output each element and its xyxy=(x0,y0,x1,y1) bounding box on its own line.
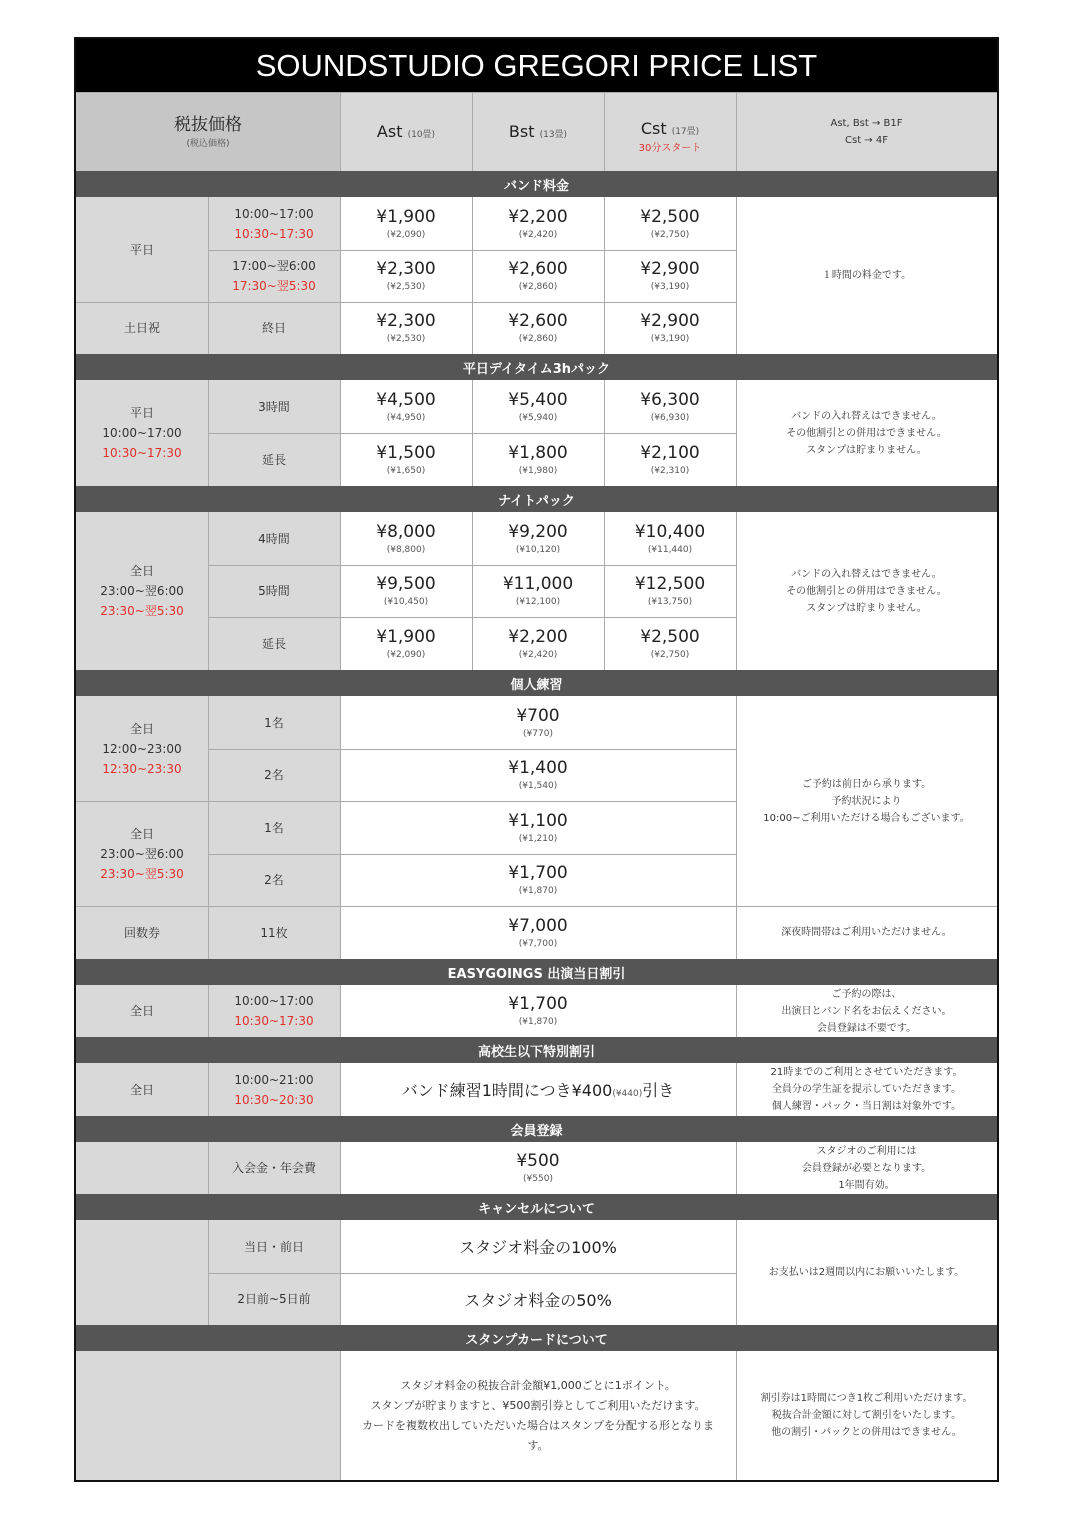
note-line: スタジオのご利用には xyxy=(816,1145,917,1157)
price: ¥1,900 xyxy=(376,626,436,647)
price-cell xyxy=(604,302,736,354)
note-line: バンドの入れ替えはできません。 xyxy=(791,410,942,422)
easy-time xyxy=(208,985,340,1037)
note-line: 全員分の学生証を提示していただきます。 xyxy=(771,1084,962,1095)
price: ¥9,200 xyxy=(508,521,568,542)
price-tax: (¥2,420) xyxy=(518,649,558,660)
price-cell xyxy=(472,617,604,670)
grid-line xyxy=(208,696,209,959)
grid-line xyxy=(76,906,997,907)
grid-line xyxy=(736,696,737,959)
note-line: 21時までのご利用とさせていただきます。 xyxy=(770,1067,963,1078)
grid-line xyxy=(208,1063,209,1116)
price-cell xyxy=(472,250,604,302)
grid-line xyxy=(76,92,997,93)
grid-line xyxy=(604,92,605,171)
student-label: 全日 xyxy=(76,1063,208,1116)
easy-notes xyxy=(736,985,997,1037)
price-cell xyxy=(340,749,736,801)
night-notes xyxy=(736,512,997,670)
note-line: スタンプは貯まりません。 xyxy=(806,602,927,614)
stamp-line: スタンプが貯まりますと、¥500割引券としてご利用いただけます。 xyxy=(370,1398,706,1412)
price-tax: (¥1,540) xyxy=(518,781,558,791)
grid-line xyxy=(736,1142,737,1194)
day-label: 全日 xyxy=(129,826,154,841)
price-cell xyxy=(340,302,472,354)
price-cell xyxy=(604,433,736,486)
price: ¥1,400 xyxy=(508,758,568,778)
section-day-pack: 平日デイタイム3hパック xyxy=(76,354,997,380)
time-label: 23:00~翌6:00 xyxy=(100,584,184,598)
price-tax: (¥770) xyxy=(523,728,553,739)
price-cell xyxy=(472,197,604,250)
price-cell xyxy=(472,565,604,617)
grid-line xyxy=(208,617,736,618)
price-tax: (¥2,310) xyxy=(650,465,690,476)
grid-line xyxy=(736,197,737,354)
price-tax: (¥2,530) xyxy=(386,334,426,344)
stamp-line: す。 xyxy=(527,1438,549,1452)
time-label: 23:00~翌6:00 xyxy=(100,846,184,861)
note-line: ご予約は前日から承ります。 xyxy=(801,778,932,790)
price-cell xyxy=(340,854,736,906)
price-tax: (¥12,100) xyxy=(515,597,561,607)
price-cell xyxy=(340,197,472,250)
solo-row-name: 2名 xyxy=(208,749,340,801)
day-label: 平日 xyxy=(129,406,154,420)
student-discount-tax: (¥440) xyxy=(612,1089,643,1099)
price-cell xyxy=(340,380,472,433)
price: ¥1,800 xyxy=(508,442,568,463)
note-line: 予約状況により xyxy=(831,795,902,807)
price-cell xyxy=(472,302,604,354)
cancel-r2-name: 2日前~5日前 xyxy=(208,1273,340,1325)
note-line: 会員登録は不要です。 xyxy=(816,1022,917,1034)
time-label-cst: 12:30~23:30 xyxy=(102,761,182,776)
price: ¥1,900 xyxy=(376,206,436,227)
price-tax: (¥7,700) xyxy=(518,938,558,949)
band-allday-label: 終日 xyxy=(208,302,340,354)
grid-line xyxy=(208,1273,736,1274)
price: ¥4,500 xyxy=(376,389,436,410)
price-cell xyxy=(472,380,604,433)
grid-line xyxy=(208,749,736,750)
note-line: 出演日とバンド名をお伝えください。 xyxy=(781,1005,952,1017)
price-cell xyxy=(340,906,736,959)
price: ¥2,300 xyxy=(376,259,436,279)
price: ¥12,500 xyxy=(634,574,706,594)
day-pack-label xyxy=(76,380,208,486)
time-label-cst: 10:30~17:30 xyxy=(102,446,182,460)
room-name: Ast xyxy=(376,121,403,141)
price: ¥5,400 xyxy=(508,389,568,410)
note-line: 10:00~ご利用いただける場合もございます。 xyxy=(763,812,970,824)
room-size: (17畳) xyxy=(671,126,700,137)
price-cell xyxy=(340,696,736,749)
price: ¥10,400 xyxy=(634,521,706,542)
cancel-blank xyxy=(76,1220,208,1325)
grid-line xyxy=(208,985,209,1037)
grid-line xyxy=(736,380,737,486)
section-night-pack: ナイトパック xyxy=(76,486,997,512)
price: ¥2,300 xyxy=(376,311,436,331)
member-notes xyxy=(736,1142,997,1194)
price-cell xyxy=(340,1142,736,1194)
band-slot1-time xyxy=(208,197,340,250)
floor-line: Cst → 4F xyxy=(845,134,888,146)
price-tax: (¥8,800) xyxy=(386,544,426,555)
price-tax: (¥4,950) xyxy=(386,412,426,423)
solo-group1-label xyxy=(76,696,208,801)
ticket-label: 回数券 xyxy=(76,906,208,959)
time-label-cst: 17:30~翌5:30 xyxy=(232,279,316,293)
price: ¥11,000 xyxy=(502,574,574,594)
member-fee-label: 入会金・年会費 xyxy=(208,1142,340,1194)
price-tax: (¥2,860) xyxy=(518,334,558,344)
note-line: 会員登録が必要となります。 xyxy=(801,1162,932,1174)
grid-line xyxy=(340,1351,341,1480)
price-cell xyxy=(604,380,736,433)
price-cell xyxy=(340,801,736,854)
time-label-cst: 10:30~20:30 xyxy=(234,1092,314,1107)
price-tax: (¥3,190) xyxy=(650,334,690,344)
note-line: 個人練習・パック・当日割は対象外です。 xyxy=(771,1101,962,1112)
price-tax: (¥3,190) xyxy=(650,282,690,292)
band-slot2-time xyxy=(208,250,340,302)
grid-line xyxy=(208,433,736,434)
price-tax: (¥1,870) xyxy=(518,1017,558,1027)
grid-line xyxy=(736,1351,737,1480)
stamp-line: スタジオ料金の税抜合計金額¥1,000ごとに1ポイント。 xyxy=(400,1378,676,1392)
note-line: その他割引との併用はできません。 xyxy=(786,427,947,439)
note-line: 他の割引・パックとの併用はできません。 xyxy=(771,1427,962,1438)
section-member: 会員登録 xyxy=(76,1116,997,1142)
day-r2-name: 延長 xyxy=(208,433,340,486)
grid-line xyxy=(208,197,209,354)
price: ¥500 xyxy=(516,1151,560,1171)
price-list-sheet xyxy=(74,37,999,1482)
solo-group2-label xyxy=(76,801,208,906)
room-size: (10畳) xyxy=(407,129,436,140)
stamp-line: カードを複数枚出していただいた場合はスタンプを分配する形となりま xyxy=(362,1418,714,1432)
price-tax: (¥10,120) xyxy=(515,544,561,555)
price-tax: (¥550) xyxy=(523,1174,553,1184)
student-discount-cell xyxy=(340,1063,736,1116)
student-time xyxy=(208,1063,340,1116)
price: ¥2,600 xyxy=(508,311,568,331)
price: ¥2,900 xyxy=(640,259,700,279)
easy-label: 全日 xyxy=(76,985,208,1037)
price: ¥2,500 xyxy=(640,206,700,227)
room-name: Cst xyxy=(640,118,667,138)
price: ¥2,900 xyxy=(640,311,700,331)
price-cell xyxy=(340,617,472,670)
price-cell xyxy=(472,512,604,565)
price-sub-label: (税込価格) xyxy=(186,138,230,149)
price-cell xyxy=(340,985,736,1037)
section-band: バンド料金 xyxy=(76,171,997,197)
cancel-r1-name: 当日・前日 xyxy=(208,1220,340,1273)
grid-line xyxy=(340,1142,341,1194)
cancel-r1-fee: スタジオ料金の100% xyxy=(459,1238,617,1257)
note-line: スタンプは貯まりません。 xyxy=(806,444,927,456)
grid-line xyxy=(604,512,605,670)
price-cell xyxy=(340,512,472,565)
grid-line xyxy=(736,1220,737,1325)
section-cancel: キャンセルについて xyxy=(76,1194,997,1220)
night-pack-label xyxy=(76,512,208,670)
ticket-count: 11枚 xyxy=(208,906,340,959)
grid-line xyxy=(340,92,341,171)
day-notes xyxy=(736,380,997,486)
price: ¥6,300 xyxy=(640,389,700,410)
time-label-cst: 10:30~17:30 xyxy=(234,226,314,241)
band-holiday-label: 土日祝 xyxy=(76,302,208,354)
grid-line xyxy=(340,696,341,959)
price-tax: (¥1,210) xyxy=(518,833,558,844)
band-weekday-label: 平日 xyxy=(76,197,208,302)
price-tax: (¥2,750) xyxy=(650,649,690,660)
band-note: １時間の料金です。 xyxy=(821,270,912,281)
ticket-note: 深夜時間帯はご利用いただけません。 xyxy=(781,927,952,938)
solo-row-name: 2名 xyxy=(208,854,340,906)
note-line: 割引券は1時間につき1枚ご利用いただけます。 xyxy=(760,1393,973,1404)
grid-line xyxy=(472,92,473,171)
room-header-ast xyxy=(340,92,472,171)
grid-line xyxy=(736,985,737,1037)
grid-line xyxy=(604,197,605,354)
room-name: Bst xyxy=(508,121,535,141)
time-label-cst: 10:30~17:30 xyxy=(234,1014,314,1028)
student-discount-text: バンド練習1時間につき¥400 xyxy=(401,1081,613,1100)
price-cell xyxy=(604,617,736,670)
note-line: 1年間有効。 xyxy=(838,1179,895,1191)
cancel-note: お支払いは2週間以内にお願いいたします。 xyxy=(768,1267,965,1278)
grid-line xyxy=(340,197,341,354)
price-tax: (¥2,090) xyxy=(386,229,426,240)
time-label: 12:00~23:00 xyxy=(102,741,182,756)
grid-line xyxy=(340,512,341,670)
price-tax: (¥5,940) xyxy=(518,412,558,423)
section-easygoings: EASYGOINGS 出演当日割引 xyxy=(76,959,997,985)
solo-notes xyxy=(736,696,997,906)
price: ¥2,600 xyxy=(508,259,568,279)
grid-line xyxy=(76,801,736,802)
floor-info xyxy=(736,92,997,171)
grid-line xyxy=(208,1142,209,1194)
note-line: その他割引との併用はできません。 xyxy=(786,585,947,597)
note-line: ご予約の際は、 xyxy=(831,988,902,1000)
section-solo: 個人練習 xyxy=(76,670,997,696)
price-tax: (¥2,530) xyxy=(386,282,426,292)
section-stamp: スタンプカードについて xyxy=(76,1325,997,1351)
room-header-cst xyxy=(604,92,736,171)
stamp-blank xyxy=(76,1351,340,1480)
price: ¥2,200 xyxy=(508,206,568,227)
cancel-r2-fee: スタジオ料金の50% xyxy=(464,1290,612,1310)
price-cell xyxy=(340,250,472,302)
price-tax: (¥2,090) xyxy=(386,649,426,660)
time-label: 10:00~17:00 xyxy=(234,994,314,1008)
price-cell xyxy=(604,197,736,250)
stamp-description xyxy=(340,1351,736,1480)
grid-line xyxy=(340,985,341,1037)
day-label: 全日 xyxy=(129,564,154,578)
grid-line xyxy=(736,512,737,670)
price-cell xyxy=(604,512,736,565)
time-label-cst: 23:30~翌5:30 xyxy=(100,866,184,881)
time-label: 10:00~17:00 xyxy=(102,426,182,440)
price: ¥1,500 xyxy=(376,442,436,463)
day-label: 全日 xyxy=(129,721,154,736)
price: ¥2,500 xyxy=(640,626,700,647)
grid-line xyxy=(208,565,736,566)
price-cell xyxy=(340,433,472,486)
grid-line xyxy=(736,1063,737,1116)
student-notes xyxy=(736,1063,997,1116)
time-label: 10:00~21:00 xyxy=(234,1072,314,1087)
night-r1-name: 4時間 xyxy=(208,512,340,565)
price: ¥1,700 xyxy=(508,994,568,1014)
cst-start-note: 30分スタート xyxy=(638,142,702,154)
price: ¥7,000 xyxy=(508,915,568,936)
day-r1-name: 3時間 xyxy=(208,380,340,433)
price-header-cell xyxy=(76,92,340,171)
price: ¥1,700 xyxy=(508,863,568,883)
price: ¥700 xyxy=(516,705,560,726)
price: ¥8,000 xyxy=(376,521,436,542)
price-tax: (¥2,750) xyxy=(650,229,690,240)
night-r2-name: 5時間 xyxy=(208,565,340,617)
solo-row-name: 1名 xyxy=(208,801,340,854)
price: ¥1,100 xyxy=(508,810,568,831)
price-tax: (¥6,930) xyxy=(650,412,690,423)
grid-line xyxy=(472,197,473,354)
price-tax: (¥10,450) xyxy=(383,597,429,607)
section-student: 高校生以下特別割引 xyxy=(76,1037,997,1063)
solo-row-name: 1名 xyxy=(208,696,340,749)
grid-line xyxy=(208,250,736,251)
price-tax: (¥2,860) xyxy=(518,282,558,292)
price: ¥2,100 xyxy=(640,442,700,463)
price-tax: (¥13,750) xyxy=(647,597,693,607)
note-line: バンドの入れ替えはできません。 xyxy=(791,568,942,580)
night-r3-name: 延長 xyxy=(208,617,340,670)
grid-line xyxy=(76,302,736,303)
price-tax: (¥2,420) xyxy=(518,229,558,240)
grid-line xyxy=(208,512,209,670)
note-line: 税抜合計金額に対して割引をいたします。 xyxy=(771,1410,962,1421)
price: ¥2,200 xyxy=(508,626,568,647)
grid-line xyxy=(208,854,736,855)
price-cell xyxy=(472,433,604,486)
price-tax: (¥1,980) xyxy=(518,465,558,476)
time-label: 17:00~翌6:00 xyxy=(232,259,316,273)
page-title: SOUNDSTUDIO GREGORI PRICE LIST xyxy=(76,39,997,92)
price-tax: (¥1,650) xyxy=(386,465,426,476)
time-label: 10:00~17:00 xyxy=(234,206,314,221)
room-header-bst xyxy=(472,92,604,171)
grid-line xyxy=(736,92,737,171)
price-label: 税抜価格 xyxy=(174,114,242,135)
price-cell xyxy=(604,565,736,617)
price-cell xyxy=(340,565,472,617)
stamp-notes xyxy=(736,1351,997,1480)
grid-line xyxy=(472,512,473,670)
room-size: (13畳) xyxy=(539,129,568,140)
price-tax: (¥1,870) xyxy=(518,886,558,896)
student-discount-suffix: 引き xyxy=(642,1081,675,1100)
price-tax: (¥11,440) xyxy=(647,544,693,555)
floor-line: Ast, Bst → B1F xyxy=(830,117,903,129)
time-label-cst: 23:30~翌5:30 xyxy=(100,604,184,618)
price-cell xyxy=(604,250,736,302)
grid-line xyxy=(340,1063,341,1116)
price: ¥9,500 xyxy=(376,574,436,594)
member-blank xyxy=(76,1142,208,1194)
